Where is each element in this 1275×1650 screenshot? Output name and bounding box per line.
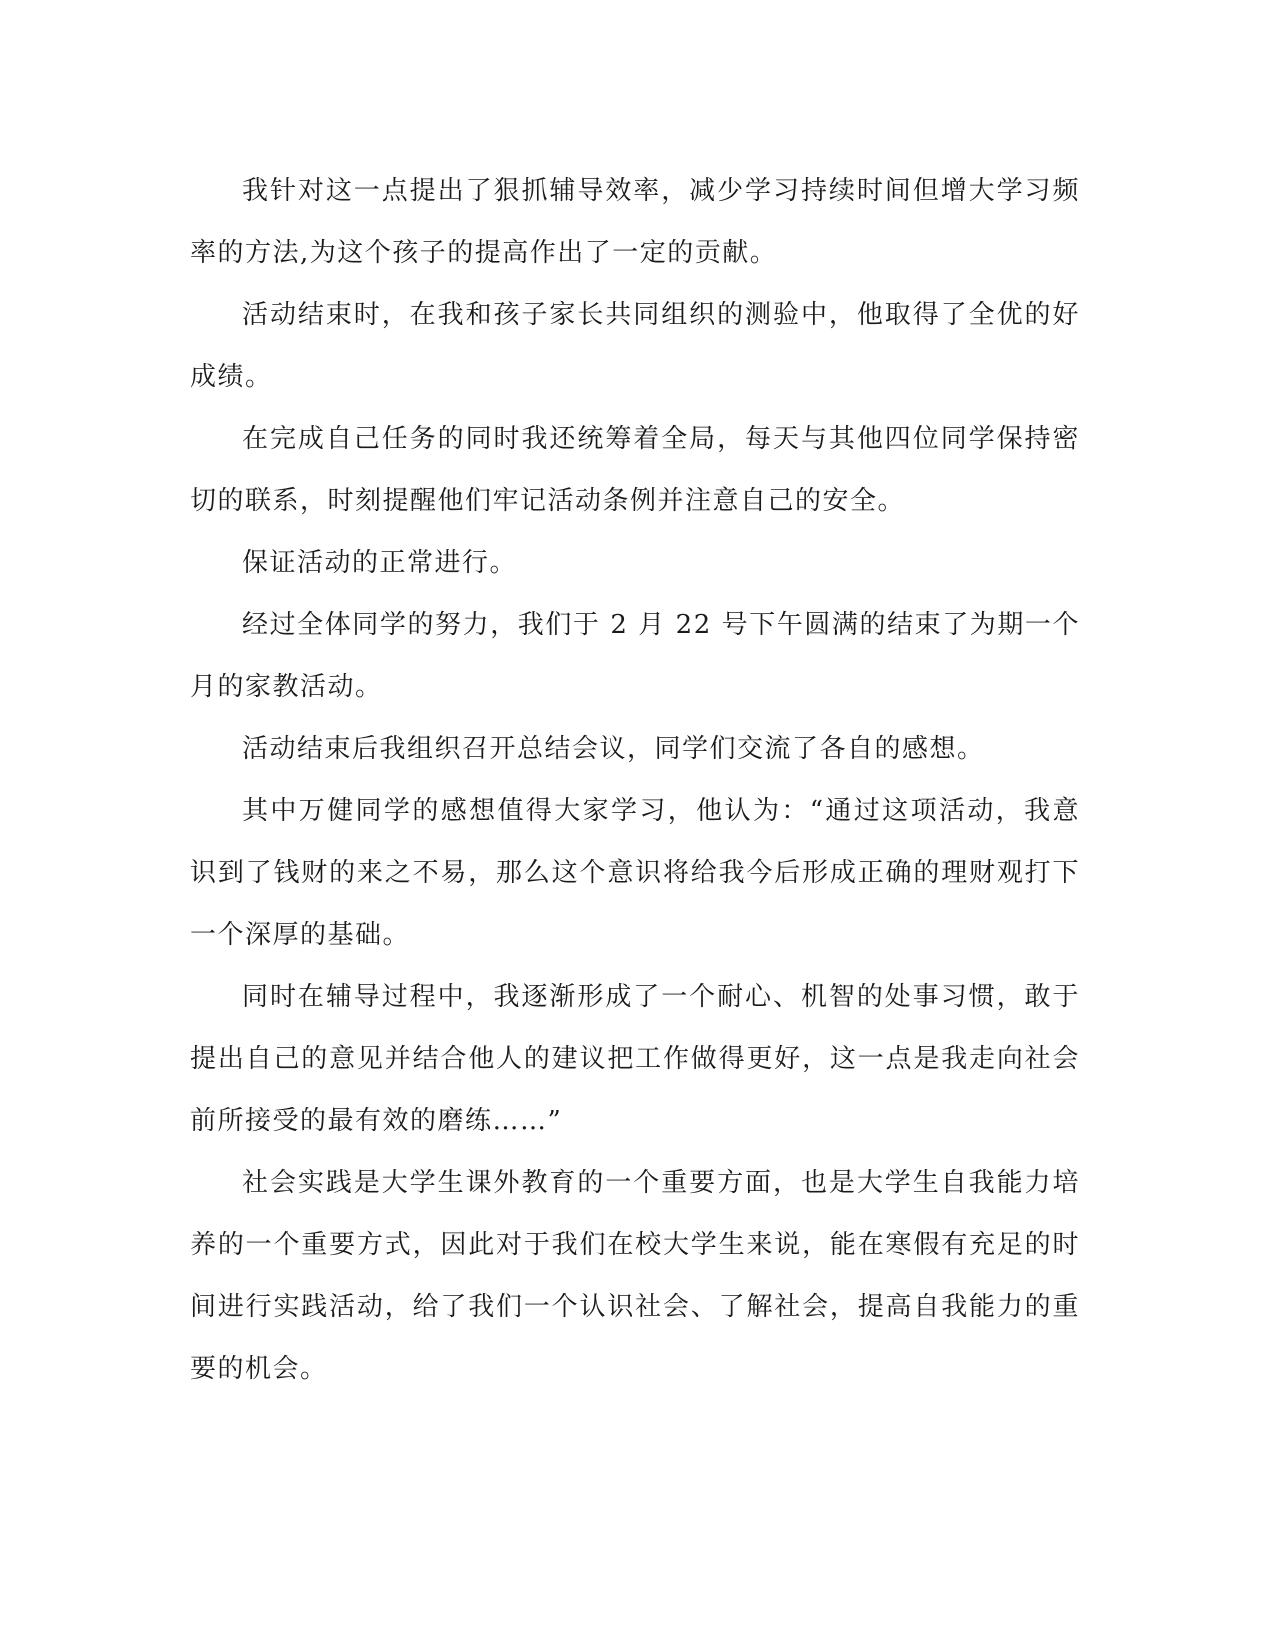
paragraph-8: 同时在辅导过程中，我逐渐形成了一个耐心、机智的处事习惯，敢于提出自己的意见并结合他人的建议把工作做得更好，这一点是我走向社会前所接受的最有效的磨练……” [190, 982, 1080, 1136]
paragraph-7: 其中万健同学的感想值得大家学习，他认为：“通过这项活动，我意识到了钱财的来之不易，那么这个意识将给我今后形成正确的理财观打下一个深厚的基础。 [190, 796, 1080, 950]
document-body [190, 160, 1080, 1400]
paragraph-1: 我针对这一点提出了狠抓辅导效率，减少学习持续时间但增大学习频率的方法,为这个孩子的提高作出了一定的贡献。 [190, 176, 1080, 268]
paragraph-9: 社会实践是大学生课外教育的一个重要方面，也是大学生自我能力培养的一个重要方式，因此对于我们在校大学生来说，能在寒假有充足的时间进行实践活动，给了我们一个认识社会、了解社会，提高自我能力的重要的机会。 [190, 1168, 1080, 1384]
paragraph-6: 活动结束后我组织召开总结会议，同学们交流了各自的感想。 [242, 734, 985, 764]
paragraph-3: 在完成自己任务的同时我还统筹着全局，每天与其他四位同学保持密切的联系，时刻提醒他们牢记活动条例并注意自己的安全。 [190, 424, 1080, 516]
paragraph-4: 保证活动的正常进行。 [242, 548, 518, 578]
paragraph-2: 活动结束时，在我和孩子家长共同组织的测验中，他取得了全优的好成绩。 [190, 300, 1080, 392]
paragraph-5: 经过全体同学的努力，我们于 2 月 22 号下午圆满的结束了为期一个月的家教活动。 [190, 610, 1080, 702]
